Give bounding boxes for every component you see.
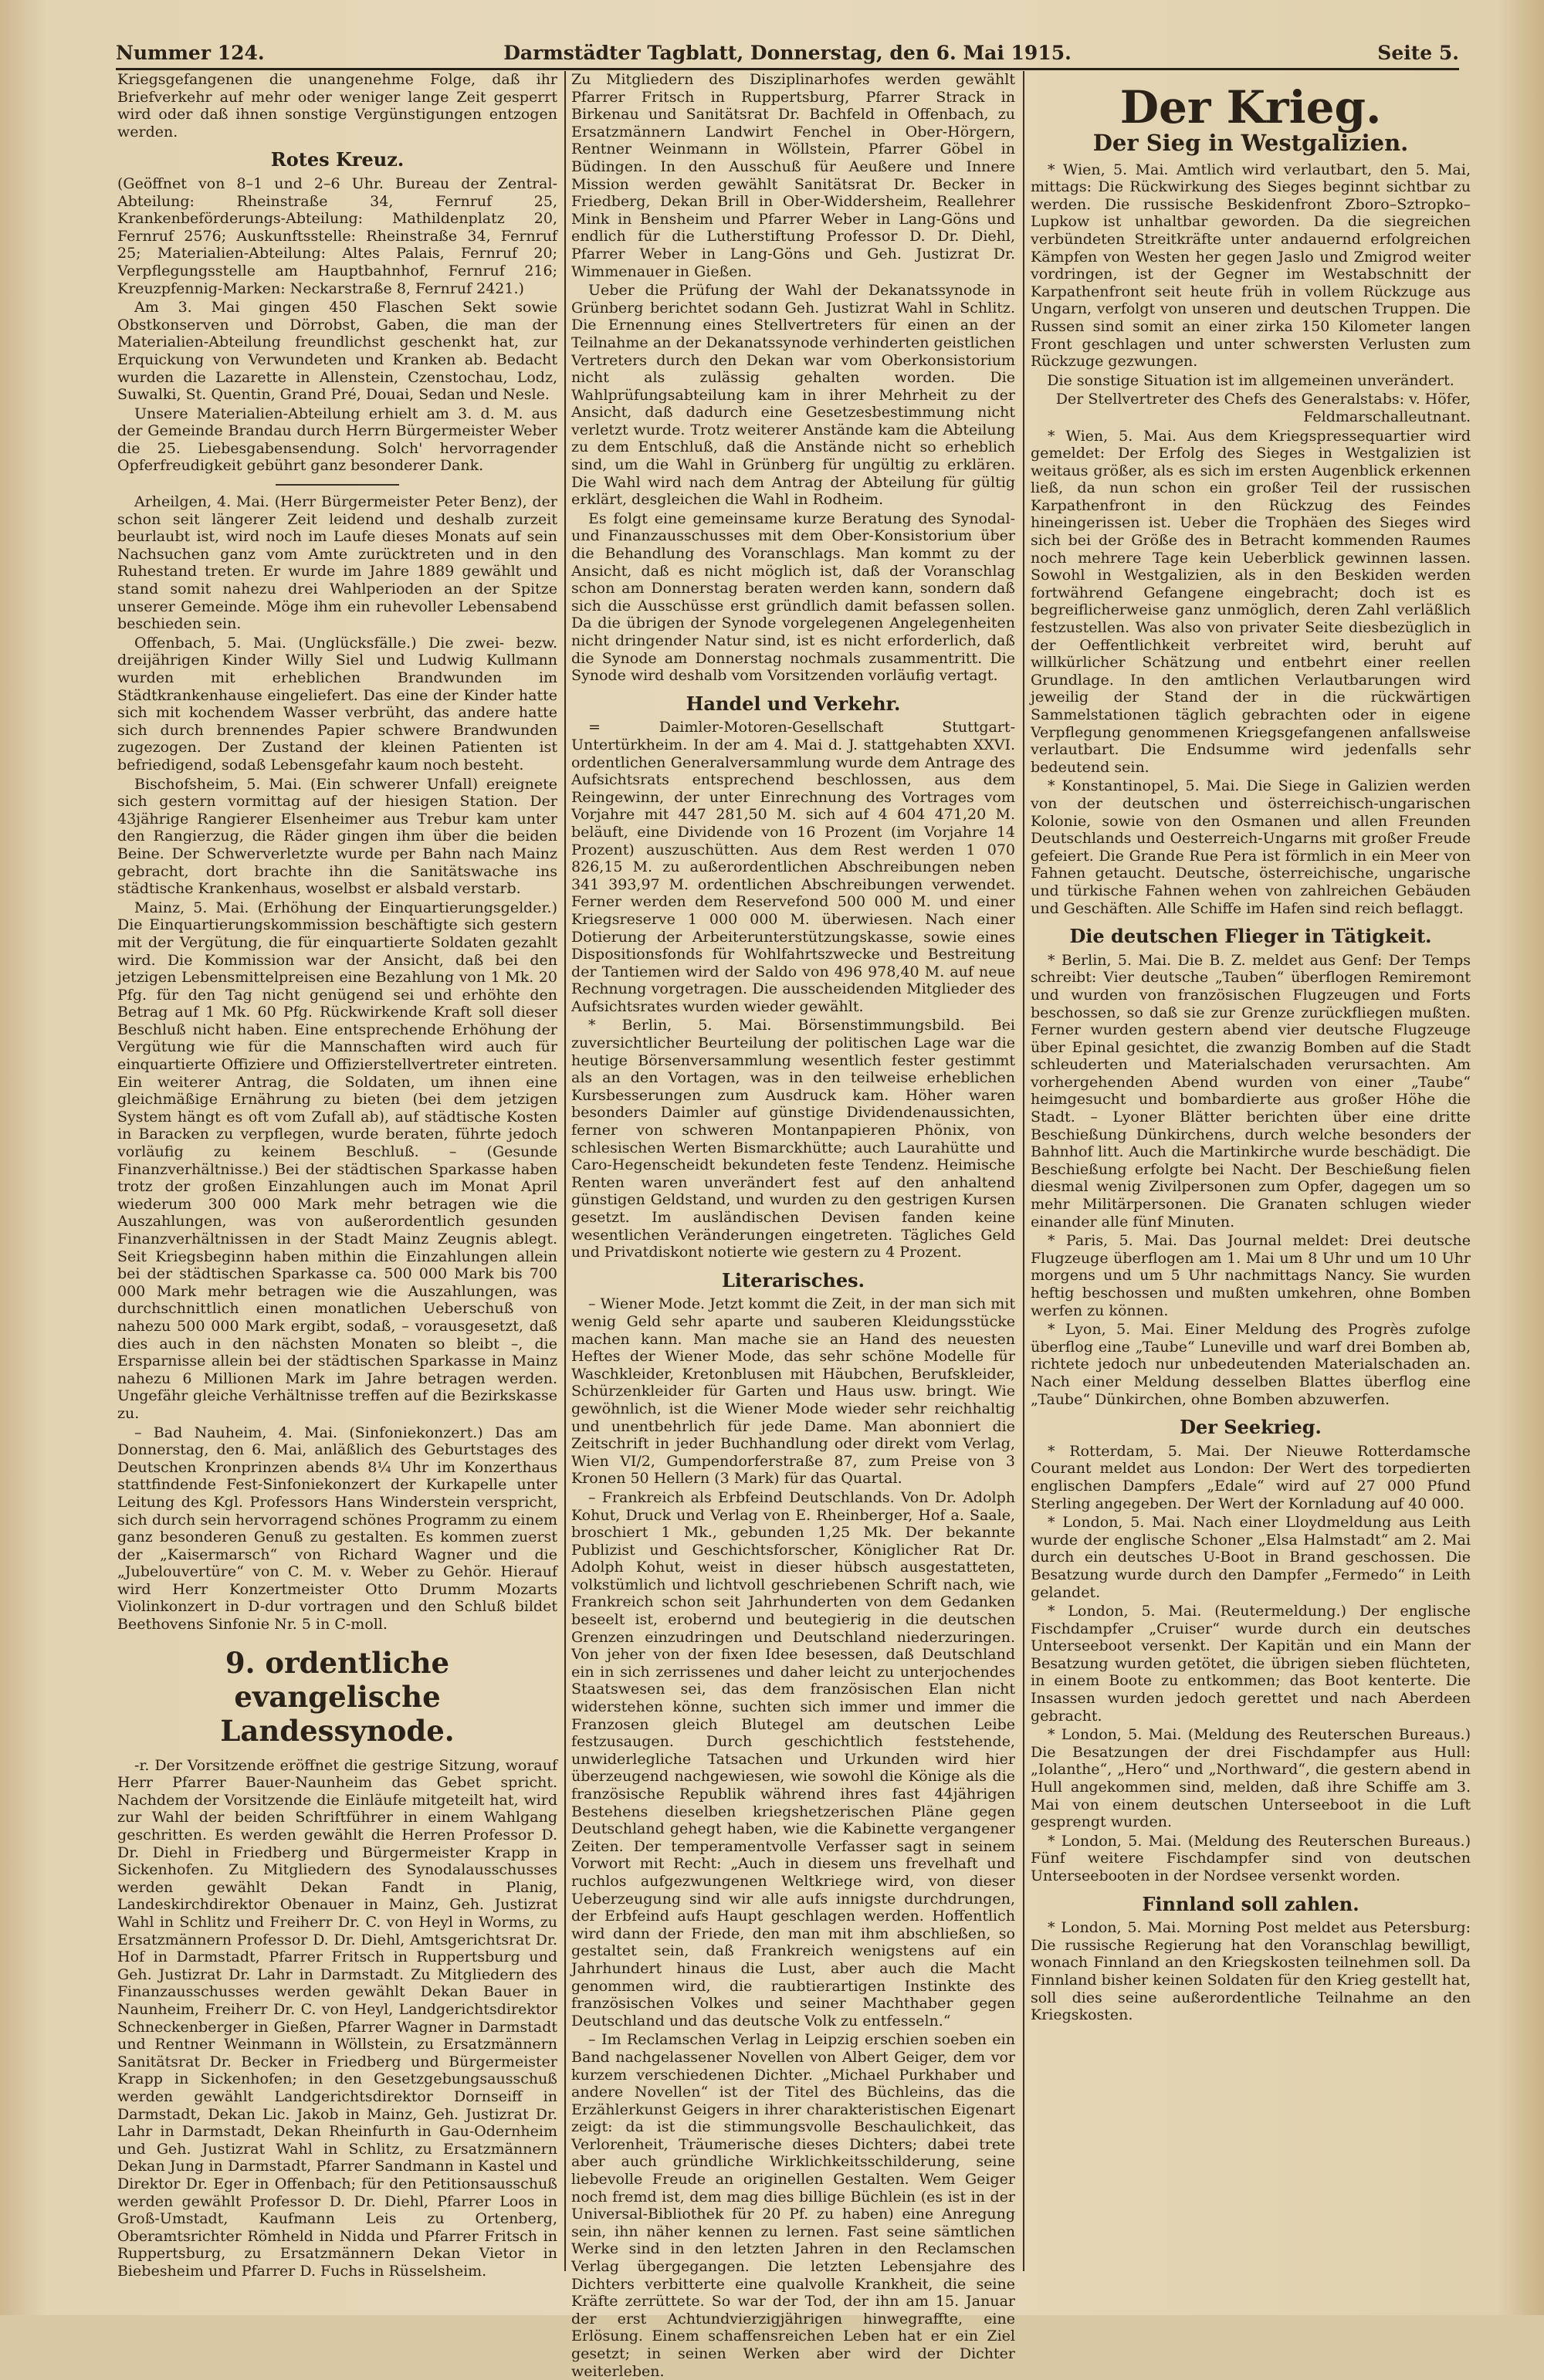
article-paragraph: -r. Der Vorsitzende eröffnet die gestrige Sitzung, worauf Herr Pfarrer Bauer-Naunheim das Gebet spricht. Nachdem der Vorsitzende die Einläufe mitgeteilt hat, wird zur Wahl der beiden Schriftführer in einem Wahlgang geschritten. Es werden gewählt die Herren Professor D. Dr. Diehl in Friedberg und Bürgermeister Krapp in Sickenhofen. Zu Mitgliedern des Synodalausschusses werden gewählt Dekan Fandt in Planig, Landeskirchdirektor Obenauer in Mainz, Geh. Justizrat Wahl in Schlitz und Freiherr Dr. C. von Heyl in Worms, zu Ersatzmännern Professor D. Dr. Diehl, Amtsgerichtsrat Dr. Hof in Darmstadt, Pfarrer Fritsch in Ruppertsburg und Geh. Justizrat Dr. Lahr in Darmstadt. Zu Mitgliedern des Finanzausschusses werden gewählt Dekan Bauer in Naunheim, Freiherr Dr. C. von Heyl, Landgerichtsdirektor Schneckenberger in Gießen, Pfarrer Wagner in Darmstadt und Rentner Weinmann in Wöllstein, zu Ersatzmännern Sanitätsrat Dr. Becker in Friedberg und Bürgermeister Krapp in Sickenhofen; in den Gesetzgebungsausschuß werden gewählt Landgerichtsdirektor Dornseiff in Darmstadt, Dekan Lic. Jakob in Mainz, Geh. Justizrat Dr. Lahr in Darmstadt, Dekan Rheinfurth in Gau-Odernheim und Geh. Justizrat Wahl in Schlitz, zu Ersatzmännern Dekan Jung in Darmstadt, Pfarrer Sandmann in Kastel und Direktor Dr. Eger in Offenbach; für den Petitionsausschuß werden gewählt Professor D. Dr. Diehl, Pfarrer Loos in Groß-Umstadt, Kaufmann Leis zu Ortenberg, Oberamtsrichter Römheld in Nidda und Pfarrer Fritsch in Ruppertsburg, zu Ersatzmännern Dekan Vietor in Biebesheim und Pfarrer D. Fuchs in Rüsselsheim. — [117, 1756, 557, 2280]
section-heading: Finnland soll zahlen. — [1142, 1892, 1359, 1915]
article-paragraph: Unsere Materialien-Abteilung erhielt am 3. d. M. aus der Gemeinde Brandau durch Herrn Bürgermeister Weber die 25. Liebesgabensendung. Solch' hervorragender Opferfreudigkeit gebührt ganz besonderer Dank. — [117, 405, 557, 475]
column-3 — [1031, 71, 1471, 2279]
article-paragraph: – Frankreich als Erbfeind Deutschlands. Von Dr. Adolph Kohut, Druck und Verlag von E. Rheinberger, Hof a. Saale, broschiert 1 Mk., gebunden 1,25 Mk. Der bekannte Publizist und Geschichtsforscher, Königlicher Rat Dr. Adolph Kohut, weist in dieser hübsch ausgestatteten, volkstümlich und lichtvoll geschriebenen Schrift nach, wie Frankreich schon seit Jahrhunderten von dem Gedanken beseelt ist, erobernd und beutegierig in die deutschen Grenzen einzudringen und Deutschland niederzuringen. Von jeher von der fixen Idee besessen, daß Deutschland ein in sich zerrissenes und daher leicht zu unterjochendes Staatswesen sei, das dem französischen Elan nicht widerstehen könne, suchten sich immer und immer die Franzosen gleich Blutegel am deutschen Leibe festzusaugen. Durch geschichtlich feststehende, unwiderlegliche Tatsachen und Urkunden wird hier überzeugend nachgewiesen, wie sowohl die Könige als die französische Republik während ihres fast 44jährigen Bestehens dieselben kriegshetzerischen Pläne gegen Deutschland gehegt haben, wie die Kabinette vergangener Zeiten. Der temperamentvolle Verfasser sagt in seinem Vorwort mit Recht: „Auch in diesem uns frevelhaft und ruchlos aufgezwungenen Weltkriege wird, von dieser Ueberzeugung sind wir alle aufs innigste durchdrungen, der Erbfeind aufs Haupt geschlagen werden. Hoffentlich wird dann der Friede, den man mit ihm abschließen, so gestaltet sein, daß Frankreich wenigstens auf ein Jahrhundert hinaus die Lust, aber auch die Macht genommen wird, die raubtierartigen Instinkte des französischen Volkes und seiner Machthaber gegen Deutschland und das deutsche Volk zu entfesseln.“ — [571, 1488, 1015, 2030]
article-paragraph: * Berlin, 5. Mai. Börsenstimmungsbild. Bei zuversichtlicher Beurteilung der politischen Lage war die heutige Börsenversammlung wesentlich fester gestimmt als an den Vortagen, was in den teilweise erheblichen Kursbesserungen zum Ausdruck kam. Höher waren besonders Daimler auf günstige Dividendenaussichten, ferner von schweren Montanpapieren Phönix, von schlesischen Werten Bismarckhütte; auch Laurahütte und Caro-Hegenscheidt bekundeten feste Tendenz. Heimische Renten waren unverändert fest auf den anhaltend günstigen Geldstand, und wurden zu den gestrigen Kursen gesetzt. Im ausländischen Devisen fanden keine wesentlichen Veränderungen eingetreten. Tägliches Geld und Privatdiskont notierte wie gestern zu 4 Prozent. — [571, 1017, 1015, 1261]
article-paragraph: * London, 5. Mai. Nach einer Lloydmeldung aus Leith wurde der englische Schoner „Elsa Halmstadt“ am 2. Mai durch ein deutsches U-Boot in Brand geschossen. Die Besatzung wurde durch den Dampfer „Fermedo“ in Leith gelandet. — [1031, 1514, 1471, 1601]
article-paragraph: Am 3. Mai gingen 450 Flaschen Sekt sowie Obstkonserven und Dörrobst, Gaben, die man der Materialien-Abteilung freundlichst geschenkt hat, zur Erquickung von Verwundeten und Kranken ab. Bedacht wurden die Lazarette in Allenstein, Czenstochau, Lodz, Suwalki, St. Quentin, Grand Pré, Douai, Sedan und Nesle. — [117, 299, 557, 404]
article-paragraph: * London, 5. Mai. (Meldung des Reuterschen Bureaus.) Die Besatzungen der drei Fischdampfer aus Hull: „Iolanthe“, „Hero“ und „Northward“, die gestern abend in Hull angekommen sind, melden, daß ihre Schiffe am 3. Mai von einem deutschen Unterseeboot in die Luft gesprengt wurden. — [1031, 1726, 1471, 1831]
page-number: Seite 5. — [1377, 42, 1459, 64]
article-paragraph: Kriegsgefangenen die unangenehme Folge, daß ihr Briefverkehr auf mehr oder weniger lange Zeit gesperrt wird oder daß ihnen sonstige Vergünstigungen entzogen werden. — [117, 71, 557, 140]
article-paragraph: Zu Mitgliedern des Disziplinarhofes werden gewählt Pfarrer Fritsch in Ruppertsburg, Pfarrer Strack in Birkenau und Sanitätsrat Dr. Bachfeld in Offenbach, zu Ersatzmännern Landwirt Fenchel in Ober-Hörgern, Rentner Weinmann in Wöllstein, Pfarrer Göbel in Büdingen. In den Ausschuß für Aeußere und Innere Mission werden gewählt Sanitätsrat Dr. Becker in Friedberg, Dekan Brill in Ober-Widdersheim, Reallehrer Mink in Bensheim und Pfarrer Weber in Lang-Göns und endlich für die Lutherstiftung Professor D. Dr. Diehl, Pfarrer Weber in Lang-Göns und Geh. Justizrat Dr. Wimmenauer in Gießen. — [571, 71, 1015, 280]
main-headline: Der Krieg. — [1119, 81, 1382, 134]
column-2 — [571, 71, 1015, 2380]
issue-number: Nummer 124. — [116, 42, 265, 64]
article-paragraph: Ueber die Prüfung der Wahl der Dekanatssynode in Grünberg berichtet sodann Geh. Justizrat Wahl in Schlitz. Die Ernennung eines Stellvertreters für einen an der Teilnahme an der Dekanatssynode verhinderten geistlichen Vertreters durch den Dekan war vom Oberkonsistorium nicht als zulässig gehalten worden. Die Wahlprüfungsabteilung kam in ihrer Mehrheit zu der Ansicht, daß dadurch eine Gesetzesbestimmung nicht verletzt wurde. Trotz weiterer Anstände kam die Abteilung zu dem Entschluß, daß die Anstände nicht so erheblich sind, um die Wahl in Grünberg für ungültig zu erklären. Die Wahl wird nach dem Antrag der Abteilung für gültig erklärt, desgleichen die Wahl in Rodheim. — [571, 282, 1015, 509]
section-heading: Der Seekrieg. — [1180, 1416, 1322, 1439]
article-paragraph: * London, 5. Mai. Morning Post meldet aus Petersburg: Die russische Regierung hat den Voranschlag bewilligt, wonach Finnland an den Kriegskosten teilnehmen soll. Da Finnland bisher keinen Soldaten für den Krieg gestellt hat, soll dies seine außerordentliche Teilnahme an den Kriegskosten. — [1031, 1919, 1471, 2024]
column-divider — [564, 71, 566, 2271]
article-paragraph: Der Stellvertreter des Chefs des Generalstabs: v. Höfer, Feldmarschalleutnant. — [1055, 391, 1471, 425]
article-paragraph: * Lyon, 5. Mai. Einer Meldung des Progrès zufolge überflog eine „Taube“ Luneville und warf drei Bomben ab, richtete jedoch nur unbedeutenden Materialschaden an. Nach einer Meldung desselben Blattes überflog eine „Taube“ Dünkirchen, ohne Bomben abzuwerfen. — [1031, 1321, 1471, 1408]
article-paragraph: * Wien, 5. Mai. Amtlich wird verlautbart, den 5. Mai, mittags: Die Rückwirkung des Sieges beginnt sichtbar zu werden. Die russische Beskidenfront Zboro–Sztropko–Lupkow ist unhaltbar geworden. Da die siegreichen verbündeten Streitkräfte unter andauernd erfolgreichen Kämpfen von Westen her gegen Jaslo und Zmigrod weiter vordringen, ist der Gegner im Westabschnitt der Karpathenfront seit heute früh in vollem Rückzuge aus Ungarn, verfolgt von unseren und deutschen Truppen. Die Russen sind somit an einer zirka 150 Kilometer langen Front geschlagen und unter schwersten Verlusten zum Rückzuge gezwungen. — [1031, 161, 1471, 371]
article-paragraph: * Rotterdam, 5. Mai. Der Nieuwe Rotterdamsche Courant meldet aus London: Der Wert des torpedierten englischen Dampfers „Edale“ wird auf 27 000 Pfund Sterling angegeben. Der Wert der Kornladung auf 40 000. — [1031, 1442, 1471, 1512]
article-paragraph: Es folgt eine gemeinsame kurze Beratung des Synodal- und Finanzausschusses mit dem Ober-Konsistorium über die Behandlung des Voranschlags. Man kommt zu der Ansicht, daß es nicht möglich ist, daß der Voranschlag schon am Donnerstag beraten werden kann, sondern daß sich die Ausschüsse erst gründlich damit befassen sollen. Da die übrigen der Synode vorgelegenen Angelegenheiten nicht dringender Natur sind, ist es nicht erforderlich, daß die Synode am Donnerstag nochmals zusammentritt. Die Synode wird deshalb vom Vorsitzenden vorläufig vertagt. — [571, 510, 1015, 685]
article-paragraph: Arheilgen, 4. Mai. (Herr Bürgermeister Peter Benz), der schon seit längerer Zeit leidend und deshalb zurzeit beurlaubt ist, wird noch im Laufe dieses Monats auf sein Nachsuchen ganz vom Amte zurücktreten und in den Ruhestand treten. Er wurde im Jahre 1889 gewählt und stand somit nahezu drei Wahlperioden an der Spitze unserer Gemeinde. Möge ihm ein ruhevoller Lebensabend beschieden sein. — [117, 493, 557, 633]
article-paragraph: Bischofsheim, 5. Mai. (Ein schwerer Unfall) ereignete sich gestern vormittag auf der hiesigen Station. Der 43jährige Rangierer Elsenheimer aus Trebur kam unter den Rangierzug, die Räder gingen ihm über die beiden Beine. Der Schwerverletzte wurde per Bahn nach Mainz gebracht, dort brachte ihn die Sanitätswache ins städtische Krankenhaus, woselbst er alsbald verstarb. — [117, 775, 557, 898]
section-heading: Handel und Verkehr. — [686, 692, 901, 715]
article-paragraph: Die sonstige Situation ist im allgemeinen unverändert. — [1047, 371, 1454, 389]
section-subheading: Der Sieg in Westgalizien. — [1092, 130, 1409, 156]
article-paragraph: Mainz, 5. Mai. (Erhöhung der Einquartierungsgelder.) Die Einquartierungskommission beschäftigte sich gestern mit der Vergütung, die für einquartierte Soldaten gezahlt wird. Die Kommission war der Ansicht, daß bei den jetzigen Lebensmittelpreisen eine Bezahlung von 1 Mk. 20 Pfg. für den Tag nicht genügend sei und erhöhte den Betrag auf 1 Mk. 60 Pfg. Rückwirkende Kraft soll dieser Beschluß nicht haben. Eine entsprechende Erhöhung der Vergütung wie für die Mannschaften wird auch für einquartierte Offiziere und Offizierstellvertreter eintreten. Ein weiterer Antrag, die Soldaten, um ihnen eine gleichmäßige Ernährung zu bieten (bei dem jetzigen System hängt es oft vom Zufall ab), auf städtische Kosten in Baracken zu verpflegen, wurde beraten, führte jedoch vorläufig zu keinem Beschluß. – (Gesunde Finanzverhältnisse.) Bei der städtischen Sparkasse haben trotz der großen Einzahlungen auch im Monat April wiederum 300 000 Mark mehr betragen wie die Auszahlungen, was von außerordentlich gesunden Finanzverhältnissen in der Stadt Mainz Zeugnis ablegt. Seit Kriegsbeginn haben mithin die Einzahlungen allein bei der städtischen Sparkasse ca. 500 000 Mark bis 700 000 Mark mehr betragen wie die Auszahlungen, was durchschnittlich einen monatlichen Ueberschuß von nahezu 500 000 Mark ergibt, sodaß, – vorausgesetzt, daß dies auch in den nächsten Monaten so bleibt –, die Ersparnisse allein bei der städtischen Sparkasse in Mainz nahezu 6 Millionen Mark im Jahre betragen werden. Ungefähr gleiche Verhältnisse treffen auf die Bezirkskasse zu. — [117, 899, 557, 1422]
newspaper-title: Darmstädter Tagblatt, Donnerstag, den 6. Mai 1915. — [503, 42, 1072, 64]
article-paragraph: * Wien, 5. Mai. Aus dem Kriegspressequartier wird gemeldet: Der Erfolg des Sieges in Westgalizien ist weitaus größer, als es sich im ersten Augenblick erkennen ließ, da nun schon ein großer Teil der russischen Karpathenfront in den Rückzug des Feindes hineingerissen ist. Ueber die Trophäen des Sieges wird sich bei der Größe des in Betracht kommenden Raumes noch mehrere Tage kein Ueberblick gewinnen lassen. Sowohl in Westgalizien, als in den Beskiden werden fortwährend Gefangene eingebracht; doch ist es begreiflicherweise ganz unmöglich, deren Zahl verläßlich festzustellen. Was also von privater Seite diesbezüglich in der Oeffentlichkeit verbreitet wird, beruht auf willkürlicher Schätzung und entbehrt einer reellen Grundlage. In den amtlichen Verlautbarungen wird jeweilig der Stand der in die rückwärtigen Sammelstationen täglich gebrachten oder in eigene Verpflegung genommenen Kriegsgefangenen anfallsweise verlautbart. Die Endsumme wird jedenfalls sehr bedeutend sein. — [1031, 427, 1471, 776]
article-paragraph: * Konstantinopel, 5. Mai. Die Siege in Galizien werden von der deutschen und österreichisch-ungarischen Kolonie, sowie von den Osmanen und allen Freunden Deutschlands und Oesterreich-Ungarns mit großer Freude gefeiert. Die Grande Rue Pera ist förmlich in ein Meer von Fahnen getaucht. Deutsche, österreichische, ungarische und türkische Fahnen wehen von zahlreichen Gebäuden und Geschäften. Alle Schiffe im Hafen sind reich beflaggt. — [1031, 777, 1471, 917]
article-paragraph: * London, 5. Mai. (Meldung des Reuterschen Bureaus.) Fünf weitere Fischdampfer sind von deutschen Unterseebooten in der Nordsee versenkt worden. — [1031, 1832, 1471, 1884]
article-headline: 9. ordentliche evangelische Landessynode. — [220, 1645, 455, 1748]
article-paragraph: * Berlin, 5. Mai. Die B. Z. meldet aus Genf: Der Temps schreibt: Vier deutsche „Tauben“ überflogen Remiremont und wurden von französischen Flugzeugen und Forts beschossen, so daß sie zur Grenze zurückfliegen mußten. Ferner wurden gestern abend vier deutsche Flugzeuge über Epinal gesichtet, die zwanzig Bomben auf die Stadt schleuderten und Materialschaden verursachten. Am vorhergehenden Abend wurden von einer „Taube“ heimgesucht und bombardierte aus großer Höhe die Stadt. – Lyoner Blätter berichten über eine dritte Beschießung Dünkirchens, durch welche besonders der Bahnhof litt. Auch die Martinkirche wurde beschädigt. Die Beschießung erfolgte bei Nacht. Der Beschießung fielen diesmal wenig Zivilpersonen zum Opfer, dagegen um so mehr Militärpersonen. Die Granaten schlugen wieder einander alle fünf Minuten. — [1031, 951, 1471, 1231]
article-paragraph: – Bad Nauheim, 4. Mai. (Sinfoniekonzert.) Das am Donnerstag, den 6. Mai, anläßlich des Geburtstages des Deutschen Kronprinzen abends 8¼ Uhr im Konzerthaus stattfindende Fest-Sinfoniekonzert der Kurkapelle unter Leitung des Kgl. Professors Hans Winderstein verspricht, sich durch sein hervorragend schönes Programm zu einem ganz besonderen Genuß zu gestalten. Es kommen zuerst der „Kaisermarsch“ von Richard Wagner und die „Jubelouvertüre“ von C. M. v. Weber zu Gehör. Hierauf wird Herr Konzertmeister Otto Drumm Mozarts Violinkonzert in D-dur vortragen und den Schluß bildet Beethovens Sinfonie Nr. 5 in C-moll. — [117, 1424, 557, 1633]
masthead — [116, 40, 1459, 70]
article-paragraph: – Im Reclamschen Verlag in Leipzig erschien soeben ein Band nachgelassener Novellen von Albert Geiger, dem vor kurzem verschiedenen Dichter. „Michael Purkhaber und andere Novellen“ ist der Titel des Büchleins, das die Erzählerkunst Geigers in ihrer charakteristischen Eigenart zeigt: da ist die stimmungsvolle Beschaulichkeit, das Verlorenheit, Träumerische dieses Dichters; dabei trete aber auch gründliche Wirklichkeitsschilderung, seine liebevolle Freude an originellen Gestalten. Wem Geiger noch fremd ist, dem mag dies billige Büchlein (es ist in der Universal-Bibliothek für 20 Pf. zu haben) eine Anregung sein, ihn näher kennen zu lernen. Fast seine sämtlichen Werke sind in den letzten Jahren in den Reclamschen Verlag übergegangen. Die letzten Lebensjahre des Dichters verbitterte eine qualvolle Krankheit, die seine Kräfte zerrüttete. So war der Tod, der ihn am 15. Januar der erst Achtundvierzigjährigen hinwegraffte, eine Erlösung. Einem schaffensreichen Leben hat er ein Ziel gesetzt; in seinen Werken aber wird der Dichter weiterleben. — [571, 2031, 1015, 2380]
article-paragraph: * Paris, 5. Mai. Das Journal meldet: Drei deutsche Flugzeuge überflogen am 1. Mai um 8 Uhr und um 10 Uhr morgens und um 5 Uhr nachmittags Nancy. Sie wurden heftig beschossen und mußten umkehren, ohne Bomben werfen zu können. — [1031, 1232, 1471, 1319]
article-paragraph: – Wiener Mode. Jetzt kommt die Zeit, in der man sich mit wenig Geld sehr aparte und sauberen Kleidungsstücke machen kann. Man mache sie an Hand des neuesten Heftes der Wiener Mode, das sehr schöne Modelle für Waschkleider, Kretonblusen mit Häubchen, Berufskleider, Schürzenkleider für Garten und Haus usw. bringt. Wie gewöhnlich, ist die Wiener Mode wieder sehr reichhaltig und unentbehrlich für jede Dame. Man abonniert die Zeitschrift in jeder Buchhandlung oder direkt vom Verlag, Wien VI/2, Gumpendorferstraße 87, zum Preise von 3 Kronen 50 Hellern (3 Mark) für das Quartal. — [571, 1295, 1015, 1488]
article-paragraph: (Geöffnet von 8–1 und 2–6 Uhr. Bureau der Zentral-Abteilung: Rheinstraße 34, Fernruf 25, Krankenbeförderungs-Abteilung: Mathildenplatz 20, Fernruf 2576; Auskunftsstelle: Rheinstraße 34, Fernruf 25; Materialien-Abteilung: Altes Palais, Fernruf 20; Verpflegungsstelle am Hauptbahnhof, Fernruf 216; Kreuzpfennig-Marken: Neckarstraße 8, Fernruf 2421.) — [117, 174, 557, 297]
section-heading: Literarisches. — [721, 1268, 865, 1292]
column-divider — [1023, 71, 1024, 2271]
article-paragraph: = Daimler-Motoren-Gesellschaft Stuttgart-Untertürkheim. In der am 4. Mai d. J. stattgehabten XXVI. ordentlichen Generalversammlung wurde dem Antrage des Aufsichtsrats entsprechend beschlossen, aus dem Reingewinn, der unter Einrechnung des Vortrages vom Vorjahre mit 447 281,50 M. sich auf 4 604 471,20 M. beläuft, eine Dividende von 16 Prozent (im Vorjahre 14 Prozent) auszuschütten. Aus dem Rest werden 1 070 826,15 M. zu außerordentlichen Abschreibungen neben 341 393,97 M. ordentlichen Abschreibungen verwendet. Ferner werden dem Reservefond 500 000 M. und einer Kriegsreserve 1 000 000 M. überwiesen. Nach einer Dotierung der Arbeiterunterstützungskasse, sowie eines Dispositionsfonds für Wohlfahrtszwecke und Bestreitung der Tantiemen wird der Saldo von 496 978,40 M. auf neue Rechnung vorgetragen. Die ausscheidenden Mitglieder des Aufsichtsrates wurden wieder gewählt. — [571, 719, 1015, 1015]
column-1 — [117, 71, 557, 2279]
article-paragraph: * London, 5. Mai. (Reutermeldung.) Der englische Fischdampfer „Cruiser“ wurde durch ein deutsches Unterseeboot versenkt. Der Kapitän und ein Mann der Besatzung wurden getötet, die übrigen sieben flüchteten, in einem Boote zu entkommen; das Boot kenterte. Die Insassen wurden jedoch gerettet und nach Aberdeen gebracht. — [1031, 1603, 1471, 1725]
section-heading: Die deutschen Flieger in Tätigkeit. — [1069, 925, 1432, 948]
section-separator — [276, 484, 399, 486]
article-paragraph: Offenbach, 5. Mai. (Unglücksfälle.) Die zwei- bezw. dreijährigen Kinder Willy Siel und Ludwig Kullmann wurden mit erheblichen Brandwunden im Städtkrankenhause eingeliefert. Das eine der Kinder hatte sich mit kochendem Wasser verbrüht, das andere hatte sich durch brennendes Papier schwere Brandwunden zugezogen. Der Zustand der kleinen Patienten ist befriedigend, sodaß Lebensgefahr kaum noch besteht. — [117, 634, 557, 774]
section-heading: Rotes Kreuz. — [270, 148, 405, 171]
